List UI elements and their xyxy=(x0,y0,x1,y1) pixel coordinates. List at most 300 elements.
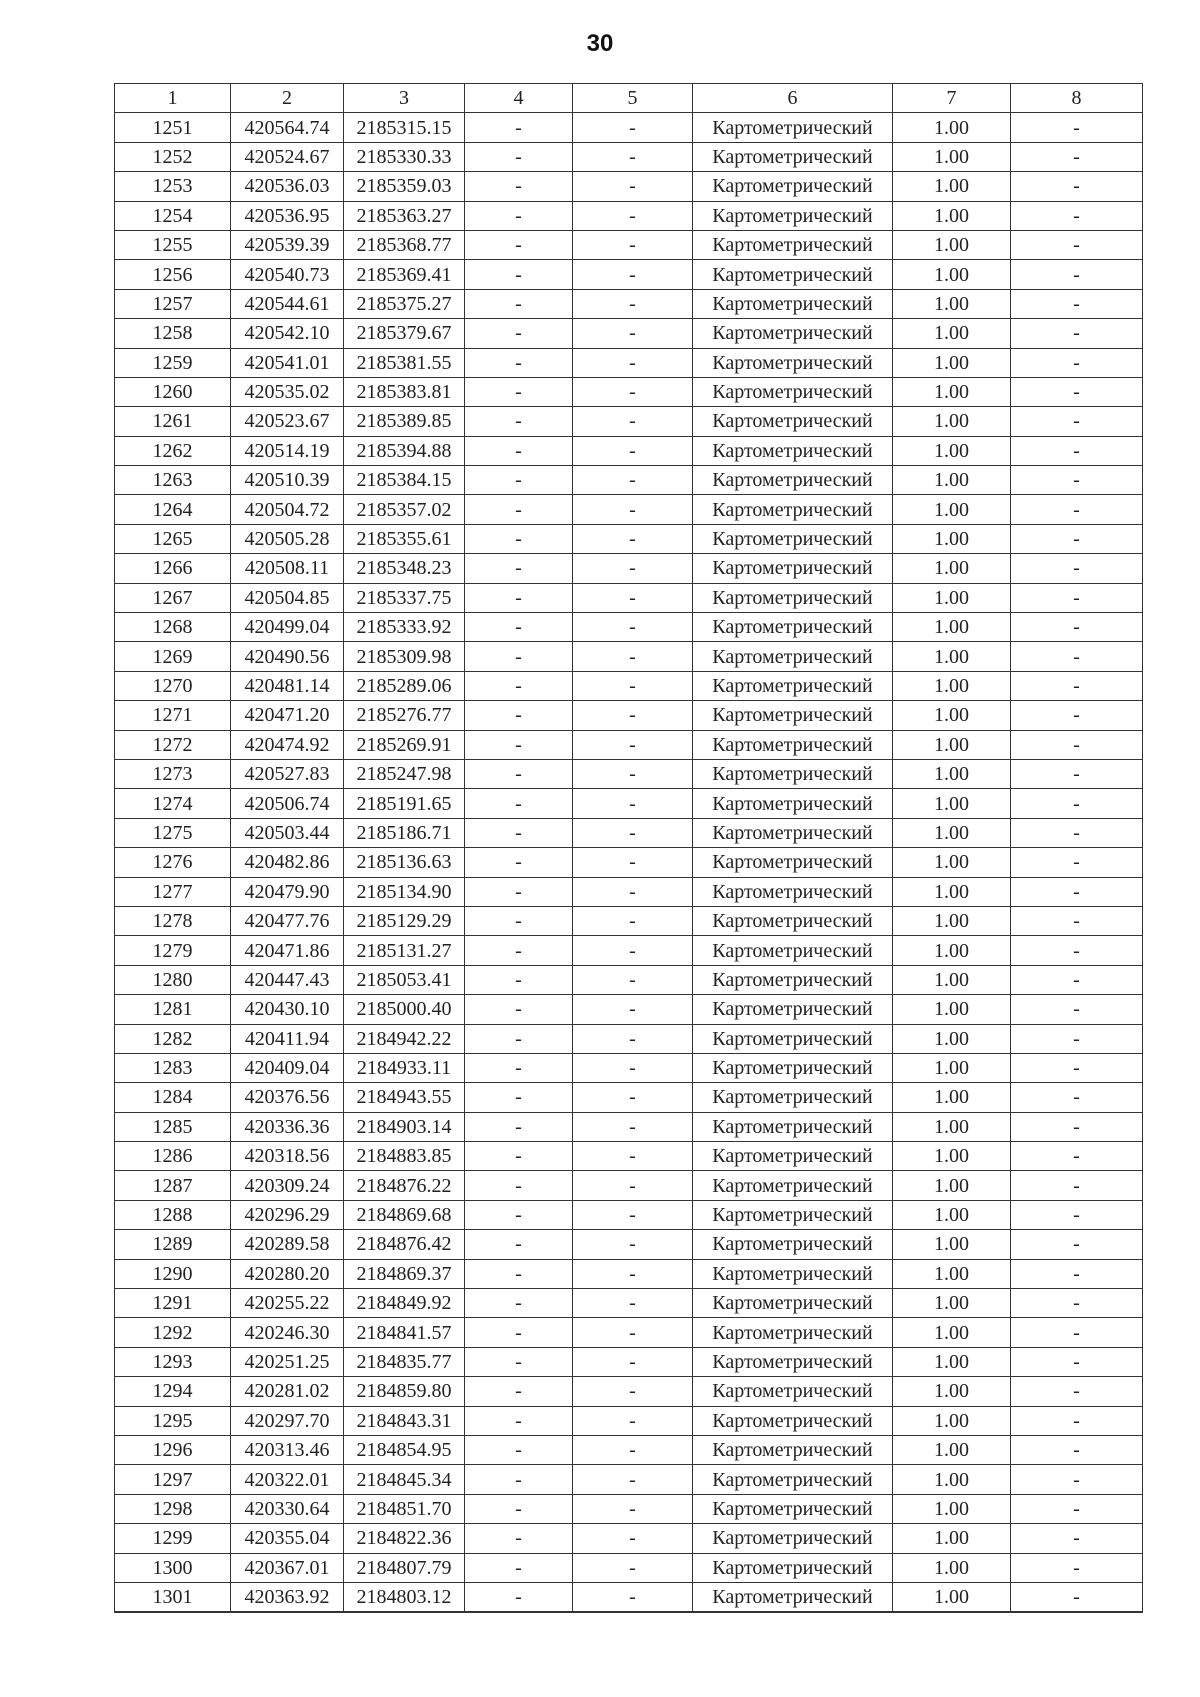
x-coordinate-cell: 420367.01 xyxy=(231,1553,344,1582)
precision-cell: 1.00 xyxy=(893,1230,1011,1259)
col5-cell: - xyxy=(573,1582,693,1612)
y-coordinate-cell: 2185379.67 xyxy=(344,319,465,348)
col4-cell: - xyxy=(465,583,573,612)
point-number-cell: 1290 xyxy=(115,1259,231,1288)
col8-cell: - xyxy=(1011,965,1143,994)
y-coordinate-cell: 2184869.68 xyxy=(344,1200,465,1229)
point-number-cell: 1285 xyxy=(115,1112,231,1141)
precision-cell: 1.00 xyxy=(893,436,1011,465)
col5-cell: - xyxy=(573,1142,693,1171)
col8-cell: - xyxy=(1011,524,1143,553)
table-row xyxy=(115,1465,1143,1494)
x-coordinate-cell: 420564.74 xyxy=(231,113,344,142)
col8-cell: - xyxy=(1011,260,1143,289)
table-header xyxy=(115,84,1143,113)
precision-cell: 1.00 xyxy=(893,172,1011,201)
y-coordinate-cell: 2185330.33 xyxy=(344,142,465,171)
col5-cell: - xyxy=(573,1465,693,1494)
method-cell: Картометрический xyxy=(693,965,893,994)
precision-cell: 1.00 xyxy=(893,1024,1011,1053)
y-coordinate-cell: 2185309.98 xyxy=(344,642,465,671)
table-row xyxy=(115,524,1143,553)
table-row xyxy=(115,1318,1143,1347)
table-row xyxy=(115,142,1143,171)
method-cell: Картометрический xyxy=(693,172,893,201)
method-cell: Картометрический xyxy=(693,113,893,142)
method-cell: Картометрический xyxy=(693,466,893,495)
method-cell: Картометрический xyxy=(693,1494,893,1523)
col8-cell: - xyxy=(1011,377,1143,406)
x-coordinate-cell: 420336.36 xyxy=(231,1112,344,1141)
col5-cell: - xyxy=(573,172,693,201)
col8-cell: - xyxy=(1011,113,1143,142)
table-row xyxy=(115,936,1143,965)
table-row xyxy=(115,995,1143,1024)
x-coordinate-cell: 420289.58 xyxy=(231,1230,344,1259)
precision-cell: 1.00 xyxy=(893,466,1011,495)
precision-cell: 1.00 xyxy=(893,495,1011,524)
y-coordinate-cell: 2184903.14 xyxy=(344,1112,465,1141)
col5-cell: - xyxy=(573,671,693,700)
col4-cell: - xyxy=(465,1024,573,1053)
x-coordinate-cell: 420471.20 xyxy=(231,701,344,730)
col8-cell: - xyxy=(1011,1524,1143,1553)
y-coordinate-cell: 2185276.77 xyxy=(344,701,465,730)
col8-cell: - xyxy=(1011,1200,1143,1229)
precision-cell: 1.00 xyxy=(893,1083,1011,1112)
precision-cell: 1.00 xyxy=(893,230,1011,259)
point-number-cell: 1289 xyxy=(115,1230,231,1259)
col5-cell: - xyxy=(573,407,693,436)
col4-cell: - xyxy=(465,377,573,406)
col4-cell: - xyxy=(465,877,573,906)
precision-cell: 1.00 xyxy=(893,289,1011,318)
table-row xyxy=(115,642,1143,671)
col5-cell: - xyxy=(573,1377,693,1406)
method-cell: Картометрический xyxy=(693,818,893,847)
col5-cell: - xyxy=(573,1024,693,1053)
x-coordinate-cell: 420510.39 xyxy=(231,466,344,495)
y-coordinate-cell: 2185053.41 xyxy=(344,965,465,994)
method-cell: Картометрический xyxy=(693,554,893,583)
y-coordinate-cell: 2184933.11 xyxy=(344,1053,465,1082)
point-number-cell: 1255 xyxy=(115,230,231,259)
table-row xyxy=(115,1582,1143,1612)
col8-cell: - xyxy=(1011,466,1143,495)
table-row xyxy=(115,113,1143,142)
y-coordinate-cell: 2184851.70 xyxy=(344,1494,465,1523)
col4-cell: - xyxy=(465,701,573,730)
col5-cell: - xyxy=(573,995,693,1024)
col4-cell: - xyxy=(465,1524,573,1553)
col4-cell: - xyxy=(465,848,573,877)
precision-cell: 1.00 xyxy=(893,965,1011,994)
x-coordinate-cell: 420536.03 xyxy=(231,172,344,201)
precision-cell: 1.00 xyxy=(893,1200,1011,1229)
col5-cell: - xyxy=(573,848,693,877)
point-number-cell: 1295 xyxy=(115,1406,231,1435)
col8-cell: - xyxy=(1011,1465,1143,1494)
table-row xyxy=(115,1347,1143,1376)
table-row xyxy=(115,1553,1143,1582)
col5-cell: - xyxy=(573,554,693,583)
table-row xyxy=(115,877,1143,906)
col8-cell: - xyxy=(1011,201,1143,230)
y-coordinate-cell: 2185000.40 xyxy=(344,995,465,1024)
y-coordinate-cell: 2184869.37 xyxy=(344,1259,465,1288)
y-coordinate-cell: 2185369.41 xyxy=(344,260,465,289)
method-cell: Картометрический xyxy=(693,1347,893,1376)
point-number-cell: 1261 xyxy=(115,407,231,436)
col5-cell: - xyxy=(573,1347,693,1376)
y-coordinate-cell: 2185186.71 xyxy=(344,818,465,847)
precision-cell: 1.00 xyxy=(893,142,1011,171)
x-coordinate-cell: 420281.02 xyxy=(231,1377,344,1406)
col8-cell: - xyxy=(1011,1289,1143,1318)
method-cell: Картометрический xyxy=(693,789,893,818)
col8-cell: - xyxy=(1011,319,1143,348)
y-coordinate-cell: 2185129.29 xyxy=(344,906,465,935)
col8-cell: - xyxy=(1011,877,1143,906)
precision-cell: 1.00 xyxy=(893,848,1011,877)
precision-cell: 1.00 xyxy=(893,936,1011,965)
header-cell-4: 4 xyxy=(465,84,573,113)
y-coordinate-cell: 2185394.88 xyxy=(344,436,465,465)
table-row xyxy=(115,230,1143,259)
x-coordinate-cell: 420544.61 xyxy=(231,289,344,318)
point-number-cell: 1296 xyxy=(115,1435,231,1464)
header-cell-1: 1 xyxy=(115,84,231,113)
point-number-cell: 1300 xyxy=(115,1553,231,1582)
col4-cell: - xyxy=(465,906,573,935)
precision-cell: 1.00 xyxy=(893,1435,1011,1464)
table-row xyxy=(115,1406,1143,1435)
col4-cell: - xyxy=(465,201,573,230)
method-cell: Картометрический xyxy=(693,1435,893,1464)
col5-cell: - xyxy=(573,1494,693,1523)
x-coordinate-cell: 420322.01 xyxy=(231,1465,344,1494)
col5-cell: - xyxy=(573,642,693,671)
y-coordinate-cell: 2185136.63 xyxy=(344,848,465,877)
method-cell: Картометрический xyxy=(693,348,893,377)
point-number-cell: 1282 xyxy=(115,1024,231,1053)
point-number-cell: 1264 xyxy=(115,495,231,524)
x-coordinate-cell: 420505.28 xyxy=(231,524,344,553)
point-number-cell: 1284 xyxy=(115,1083,231,1112)
method-cell: Картометрический xyxy=(693,1259,893,1288)
col4-cell: - xyxy=(465,1435,573,1464)
y-coordinate-cell: 2185384.15 xyxy=(344,466,465,495)
precision-cell: 1.00 xyxy=(893,407,1011,436)
col5-cell: - xyxy=(573,495,693,524)
col5-cell: - xyxy=(573,1200,693,1229)
precision-cell: 1.00 xyxy=(893,1289,1011,1318)
point-number-cell: 1283 xyxy=(115,1053,231,1082)
col4-cell: - xyxy=(465,1553,573,1582)
point-number-cell: 1265 xyxy=(115,524,231,553)
x-coordinate-cell: 420430.10 xyxy=(231,995,344,1024)
method-cell: Картометрический xyxy=(693,1553,893,1582)
y-coordinate-cell: 2185359.03 xyxy=(344,172,465,201)
y-coordinate-cell: 2185134.90 xyxy=(344,877,465,906)
x-coordinate-cell: 420539.39 xyxy=(231,230,344,259)
x-coordinate-cell: 420318.56 xyxy=(231,1142,344,1171)
table-row xyxy=(115,1171,1143,1200)
x-coordinate-cell: 420479.90 xyxy=(231,877,344,906)
point-number-cell: 1301 xyxy=(115,1582,231,1612)
method-cell: Картометрический xyxy=(693,377,893,406)
col4-cell: - xyxy=(465,524,573,553)
col4-cell: - xyxy=(465,1083,573,1112)
point-number-cell: 1276 xyxy=(115,848,231,877)
y-coordinate-cell: 2184845.34 xyxy=(344,1465,465,1494)
col8-cell: - xyxy=(1011,1318,1143,1347)
table-row xyxy=(115,1377,1143,1406)
x-coordinate-cell: 420527.83 xyxy=(231,759,344,788)
col4-cell: - xyxy=(465,407,573,436)
col4-cell: - xyxy=(465,642,573,671)
col4-cell: - xyxy=(465,995,573,1024)
precision-cell: 1.00 xyxy=(893,1377,1011,1406)
col5-cell: - xyxy=(573,524,693,553)
col5-cell: - xyxy=(573,1318,693,1347)
precision-cell: 1.00 xyxy=(893,1318,1011,1347)
precision-cell: 1.00 xyxy=(893,642,1011,671)
header-cell-5: 5 xyxy=(573,84,693,113)
col8-cell: - xyxy=(1011,1494,1143,1523)
col8-cell: - xyxy=(1011,583,1143,612)
col5-cell: - xyxy=(573,730,693,759)
y-coordinate-cell: 2185381.55 xyxy=(344,348,465,377)
col4-cell: - xyxy=(465,1582,573,1612)
table-row xyxy=(115,377,1143,406)
col5-cell: - xyxy=(573,289,693,318)
col4-cell: - xyxy=(465,1347,573,1376)
precision-cell: 1.00 xyxy=(893,877,1011,906)
x-coordinate-cell: 420280.20 xyxy=(231,1259,344,1288)
point-number-cell: 1260 xyxy=(115,377,231,406)
header-cell-3: 3 xyxy=(344,84,465,113)
col5-cell: - xyxy=(573,466,693,495)
col5-cell: - xyxy=(573,230,693,259)
table-row xyxy=(115,906,1143,935)
point-number-cell: 1288 xyxy=(115,1200,231,1229)
col4-cell: - xyxy=(465,1494,573,1523)
y-coordinate-cell: 2184876.42 xyxy=(344,1230,465,1259)
precision-cell: 1.00 xyxy=(893,906,1011,935)
col4-cell: - xyxy=(465,1171,573,1200)
header-cell-6: 6 xyxy=(693,84,893,113)
col5-cell: - xyxy=(573,260,693,289)
y-coordinate-cell: 2184876.22 xyxy=(344,1171,465,1200)
col4-cell: - xyxy=(465,1230,573,1259)
col8-cell: - xyxy=(1011,407,1143,436)
col8-cell: - xyxy=(1011,848,1143,877)
point-number-cell: 1291 xyxy=(115,1289,231,1318)
x-coordinate-cell: 420477.76 xyxy=(231,906,344,935)
x-coordinate-cell: 420508.11 xyxy=(231,554,344,583)
y-coordinate-cell: 2185191.65 xyxy=(344,789,465,818)
col5-cell: - xyxy=(573,789,693,818)
method-cell: Картометрический xyxy=(693,936,893,965)
method-cell: Картометрический xyxy=(693,1024,893,1053)
col5-cell: - xyxy=(573,613,693,642)
table-row xyxy=(115,1435,1143,1464)
col5-cell: - xyxy=(573,1171,693,1200)
col5-cell: - xyxy=(573,113,693,142)
col4-cell: - xyxy=(465,613,573,642)
x-coordinate-cell: 420490.56 xyxy=(231,642,344,671)
method-cell: Картометрический xyxy=(693,289,893,318)
point-number-cell: 1263 xyxy=(115,466,231,495)
y-coordinate-cell: 2184807.79 xyxy=(344,1553,465,1582)
col5-cell: - xyxy=(573,1524,693,1553)
point-number-cell: 1280 xyxy=(115,965,231,994)
col5-cell: - xyxy=(573,759,693,788)
x-coordinate-cell: 420482.86 xyxy=(231,848,344,877)
precision-cell: 1.00 xyxy=(893,613,1011,642)
col4-cell: - xyxy=(465,113,573,142)
col4-cell: - xyxy=(465,1289,573,1318)
point-number-cell: 1275 xyxy=(115,818,231,847)
col5-cell: - xyxy=(573,1259,693,1288)
col8-cell: - xyxy=(1011,1553,1143,1582)
method-cell: Картометрический xyxy=(693,671,893,700)
y-coordinate-cell: 2185247.98 xyxy=(344,759,465,788)
col5-cell: - xyxy=(573,201,693,230)
col5-cell: - xyxy=(573,436,693,465)
table-row xyxy=(115,554,1143,583)
y-coordinate-cell: 2185383.81 xyxy=(344,377,465,406)
col8-cell: - xyxy=(1011,759,1143,788)
col4-cell: - xyxy=(465,1053,573,1082)
col8-cell: - xyxy=(1011,995,1143,1024)
table-row xyxy=(115,1142,1143,1171)
table-row xyxy=(115,818,1143,847)
table-row xyxy=(115,671,1143,700)
y-coordinate-cell: 2184835.77 xyxy=(344,1347,465,1376)
col8-cell: - xyxy=(1011,1347,1143,1376)
col4-cell: - xyxy=(465,230,573,259)
col4-cell: - xyxy=(465,818,573,847)
method-cell: Картометрический xyxy=(693,1112,893,1141)
precision-cell: 1.00 xyxy=(893,995,1011,1024)
x-coordinate-cell: 420297.70 xyxy=(231,1406,344,1435)
table-row xyxy=(115,407,1143,436)
precision-cell: 1.00 xyxy=(893,113,1011,142)
col5-cell: - xyxy=(573,583,693,612)
precision-cell: 1.00 xyxy=(893,1524,1011,1553)
x-coordinate-cell: 420535.02 xyxy=(231,377,344,406)
col5-cell: - xyxy=(573,906,693,935)
col8-cell: - xyxy=(1011,1259,1143,1288)
point-number-cell: 1286 xyxy=(115,1142,231,1171)
method-cell: Картометрический xyxy=(693,1406,893,1435)
precision-cell: 1.00 xyxy=(893,818,1011,847)
col8-cell: - xyxy=(1011,1230,1143,1259)
col4-cell: - xyxy=(465,260,573,289)
y-coordinate-cell: 2184841.57 xyxy=(344,1318,465,1347)
col5-cell: - xyxy=(573,319,693,348)
precision-cell: 1.00 xyxy=(893,348,1011,377)
table-row xyxy=(115,1230,1143,1259)
point-number-cell: 1251 xyxy=(115,113,231,142)
y-coordinate-cell: 2184942.22 xyxy=(344,1024,465,1053)
header-row xyxy=(115,84,1143,113)
precision-cell: 1.00 xyxy=(893,730,1011,759)
precision-cell: 1.00 xyxy=(893,524,1011,553)
x-coordinate-cell: 420504.72 xyxy=(231,495,344,524)
col5-cell: - xyxy=(573,818,693,847)
y-coordinate-cell: 2185368.77 xyxy=(344,230,465,259)
point-number-cell: 1257 xyxy=(115,289,231,318)
method-cell: Картометрический xyxy=(693,701,893,730)
table-row xyxy=(115,348,1143,377)
x-coordinate-cell: 420255.22 xyxy=(231,1289,344,1318)
method-cell: Картометрический xyxy=(693,1318,893,1347)
col4-cell: - xyxy=(465,289,573,318)
y-coordinate-cell: 2185131.27 xyxy=(344,936,465,965)
x-coordinate-cell: 420376.56 xyxy=(231,1083,344,1112)
table-row xyxy=(115,1289,1143,1318)
col5-cell: - xyxy=(573,142,693,171)
header-cell-8: 8 xyxy=(1011,84,1143,113)
x-coordinate-cell: 420313.46 xyxy=(231,1435,344,1464)
precision-cell: 1.00 xyxy=(893,1582,1011,1612)
table-row xyxy=(115,1524,1143,1553)
x-coordinate-cell: 420536.95 xyxy=(231,201,344,230)
table-row xyxy=(115,759,1143,788)
col8-cell: - xyxy=(1011,1582,1143,1612)
col4-cell: - xyxy=(465,1112,573,1141)
point-number-cell: 1292 xyxy=(115,1318,231,1347)
col5-cell: - xyxy=(573,1230,693,1259)
precision-cell: 1.00 xyxy=(893,1142,1011,1171)
col4-cell: - xyxy=(465,671,573,700)
point-number-cell: 1262 xyxy=(115,436,231,465)
col5-cell: - xyxy=(573,1553,693,1582)
y-coordinate-cell: 2185389.85 xyxy=(344,407,465,436)
method-cell: Картометрический xyxy=(693,642,893,671)
col8-cell: - xyxy=(1011,671,1143,700)
table-row xyxy=(115,289,1143,318)
method-cell: Картометрический xyxy=(693,142,893,171)
method-cell: Картометрический xyxy=(693,1230,893,1259)
col8-cell: - xyxy=(1011,142,1143,171)
y-coordinate-cell: 2185289.06 xyxy=(344,671,465,700)
x-coordinate-cell: 420514.19 xyxy=(231,436,344,465)
col4-cell: - xyxy=(465,436,573,465)
table-row xyxy=(115,201,1143,230)
header-cell-2: 2 xyxy=(231,84,344,113)
method-cell: Картометрический xyxy=(693,877,893,906)
col8-cell: - xyxy=(1011,1406,1143,1435)
precision-cell: 1.00 xyxy=(893,260,1011,289)
header-cell-7: 7 xyxy=(893,84,1011,113)
col8-cell: - xyxy=(1011,230,1143,259)
table-row xyxy=(115,1024,1143,1053)
precision-cell: 1.00 xyxy=(893,759,1011,788)
x-coordinate-cell: 420411.94 xyxy=(231,1024,344,1053)
x-coordinate-cell: 420309.24 xyxy=(231,1171,344,1200)
x-coordinate-cell: 420363.92 xyxy=(231,1582,344,1612)
point-number-cell: 1270 xyxy=(115,671,231,700)
precision-cell: 1.00 xyxy=(893,201,1011,230)
col4-cell: - xyxy=(465,319,573,348)
y-coordinate-cell: 2184854.95 xyxy=(344,1435,465,1464)
col5-cell: - xyxy=(573,1112,693,1141)
precision-cell: 1.00 xyxy=(893,1494,1011,1523)
